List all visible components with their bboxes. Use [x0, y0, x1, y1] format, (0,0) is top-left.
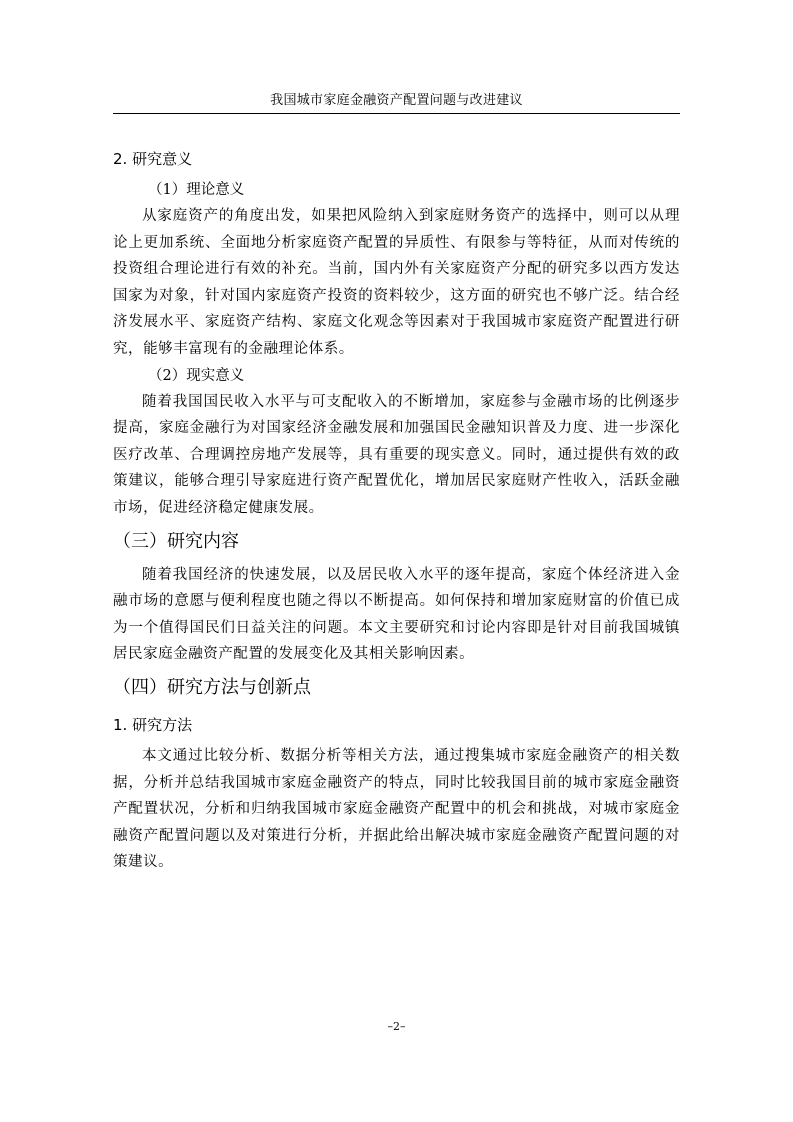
- running-header: 我国城市家庭金融资产配置问题与改进建议: [270, 93, 523, 108]
- methods-heading: （四）研究方法与创新点: [113, 676, 311, 698]
- header-rule: [113, 113, 680, 114]
- research-content-paragraph: 随着我国经济的快速发展，以及居民收入水平的逐年提高，家庭个体经济进入金融市场的意愿与便利程度也随之得以不断提高。如何保持和增加家庭财富的价值已成为一个值得国民们日益关注的问题。本文主要研究和讨论内容即是针对目前我国城镇居民家庭金融资产配置的发展变化及其相关影响因素。: [113, 566, 680, 663]
- page-body: [113, 148, 680, 876]
- theory-paragraph: 从家庭资产的角度出发，如果把风险纳入到家庭财务资产的选择中，则可以从理论上更加系统、全面地分析家庭资产配置的异质性、有限参与等特征，从而对传统的投资组合理论进行有效的补充。当前，国内外有关家庭资产分配的研究多以西方发达国家为对象，针对国内家庭资产投资的资料较少，这方面的研究也不够广泛。结合经济发展水平、家庭资产结构、家庭文化观念等因素对于我国城市家庭资产配置进行研究，能够丰富现有的金融理论体系。: [113, 208, 680, 357]
- page-number: –2–: [387, 1020, 406, 1033]
- methods-subheading: 1. 研究方法: [113, 715, 193, 734]
- research-content-heading: （三）研究内容: [113, 530, 239, 552]
- methods-paragraph: 本文通过比较分析、数据分析等相关方法，通过搜集城市家庭金融资产的相关数据，分析并总结我国城市家庭金融资产的特点，同时比较我国目前的城市家庭金融资产配置状况，分析和归纳我国城市家庭金融资产配置中的机会和挑战，对城市家庭金融资产配置问题以及对策进行分析，并据此给出解决城市家庭金融资产配置问题的对策建议。: [113, 747, 680, 871]
- practical-subheading: （2）现实意义: [148, 367, 245, 384]
- significance-heading: 2. 研究意义: [113, 150, 193, 168]
- practical-paragraph: 随着我国国民收入水平与可支配收入的不断增加，家庭参与金融市场的比例逐步提高，家庭金融行为对国家经济金融发展和加强国民金融知识普及力度、进一步深化医疗改革、合理调控房地产发展等，具有重要的现实意义。同时，通过提供有效的政策建议，能够合理引导家庭进行资产配置优化，增加居民家庭财产性收入，活跃金融市场，促进经济稳定健康发展。: [113, 393, 680, 516]
- theory-subheading: （1）理论意义: [148, 182, 245, 198]
